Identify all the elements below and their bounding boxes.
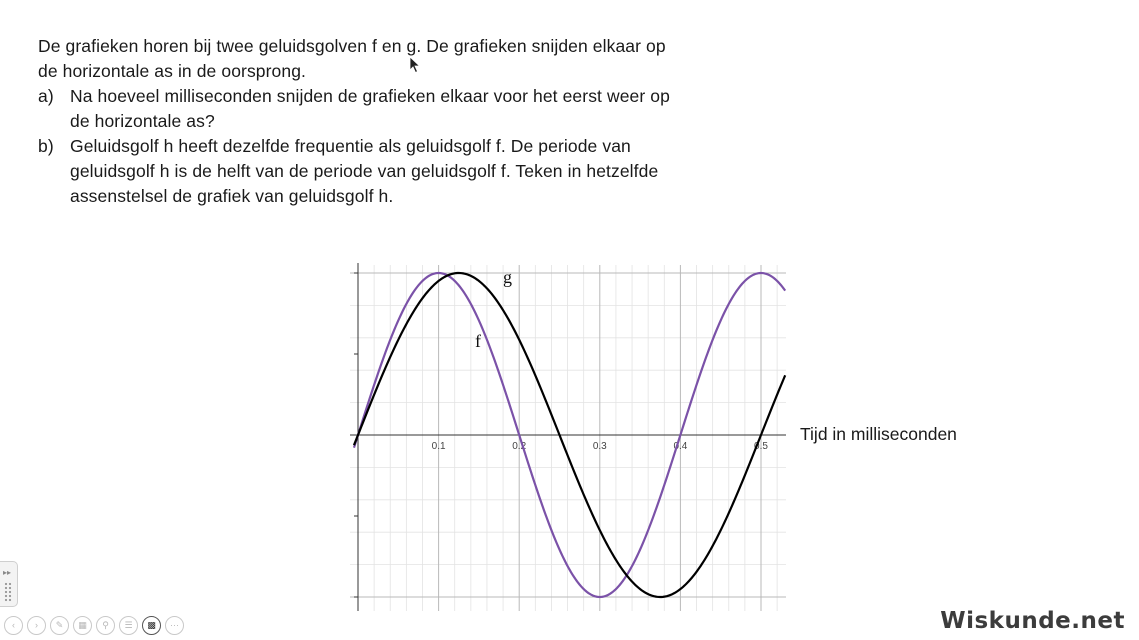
question-b-line-2: geluidsgolf h is de helft van de periode van geluidsgolf f. Teken in hetzelfde	[70, 161, 659, 181]
grid-major	[350, 265, 786, 611]
grid-minor	[350, 265, 786, 611]
video-icon[interactable]: ▩	[142, 616, 161, 635]
wave-graph	[350, 255, 790, 615]
question-b-line-3: assenstelsel de grafiek van geluidsgolf h.	[70, 186, 394, 206]
intro-line-2: de horizontale as in de oorsprong.	[38, 61, 307, 81]
question-a-line-1: Na hoeveel milliseconden snijden de grafieken elkaar voor het eerst weer op	[70, 86, 670, 106]
intro-line-1: De grafieken horen bij twee geluidsgolven f en g. De grafieken snijden elkaar op	[38, 36, 666, 56]
curve-label-f: f	[475, 331, 481, 351]
side-panel-handle[interactable]	[0, 561, 18, 607]
curve-label-g: g	[503, 267, 512, 287]
next-icon[interactable]: ›	[27, 616, 46, 635]
x-tick-label: 0.5	[754, 441, 768, 452]
question-b-body	[70, 134, 758, 209]
more-icon[interactable]: ···	[165, 616, 184, 635]
question-b	[38, 134, 758, 209]
layout-icon[interactable]: ▦	[73, 616, 92, 635]
brand-logo: Wiskunde.net	[940, 608, 1125, 634]
question-b-letter: b)	[38, 136, 54, 156]
question-a-letter: a)	[38, 86, 54, 106]
presentation-toolbar	[4, 616, 184, 638]
question-a-line-2: de horizontale as?	[70, 111, 215, 131]
x-tick-label: 0.1	[431, 441, 446, 452]
menu-icon[interactable]: ☰	[119, 616, 138, 635]
expand-arrow-icon: ▸▸	[3, 568, 12, 577]
x-tick-label: 0.3	[592, 441, 607, 452]
question-a-body	[70, 84, 758, 134]
question-b-line-1: Geluidsgolf h heeft dezelfde frequentie als geluidsgolf f. De periode van	[70, 136, 631, 156]
grip-dots-icon	[4, 582, 12, 602]
zoom-icon[interactable]: ⚲	[96, 616, 115, 635]
prev-icon[interactable]: ‹	[4, 616, 23, 635]
question-a	[38, 84, 758, 134]
exercise-text	[38, 34, 758, 209]
x-tick-label: 0.4	[673, 441, 688, 452]
x-tick-labels	[432, 441, 769, 452]
x-tick-label: 0.2	[512, 441, 527, 452]
x-axis-title: Tijd in milliseconden	[800, 424, 957, 444]
pen-icon[interactable]: ✎	[50, 616, 69, 635]
mouse-cursor-icon	[409, 56, 421, 74]
